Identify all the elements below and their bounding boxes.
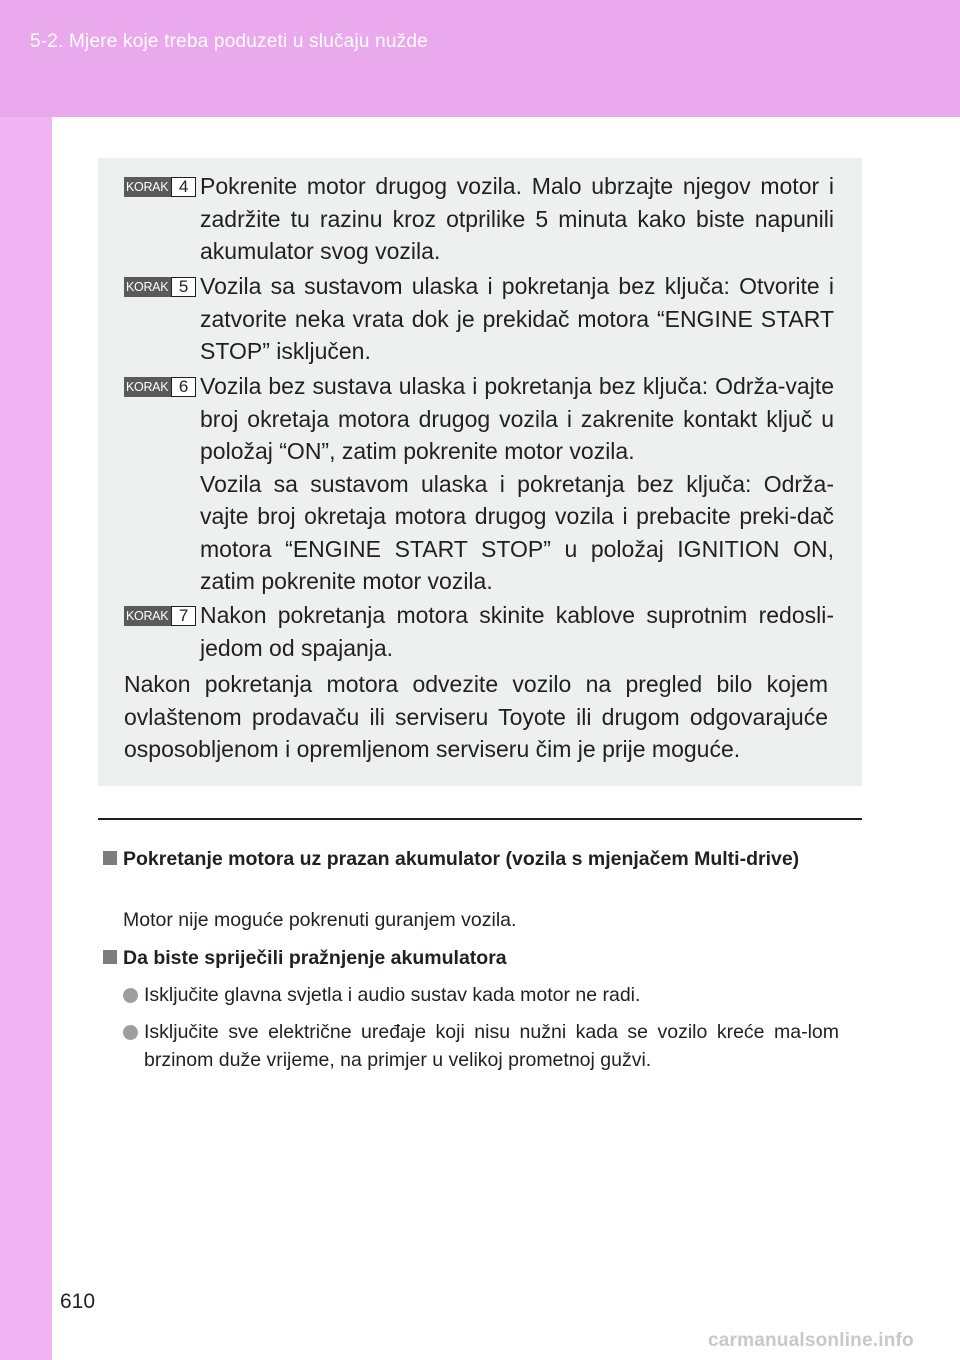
- square-bullet-icon: [103, 950, 117, 964]
- section-heading: [103, 944, 855, 972]
- divider: [98, 818, 862, 820]
- section-heading-text: Pokretanje motora uz prazan akumulator (vozila s mjenjačem Multi-drive): [123, 848, 800, 870]
- circle-bullet-icon: [123, 988, 138, 1003]
- list-item: [123, 981, 839, 1009]
- step-number: 4: [171, 177, 196, 197]
- side-band: [0, 117, 52, 1360]
- step-number: 6: [171, 377, 196, 397]
- circle-bullet-icon: [123, 1025, 138, 1040]
- list-item-text: Isključite sve električne uređaje koji nisu nužni kada se vozilo kreće ma-lom brzinom duže vrijeme, na primjer u velikoj prometnoj gužvi.: [144, 1021, 839, 1071]
- list-item: [123, 1018, 839, 1074]
- step-6: [124, 370, 834, 598]
- step-badge: [124, 606, 196, 626]
- watermark: carmanualsonline.info: [708, 1330, 914, 1351]
- step-label: KORAK: [124, 606, 171, 626]
- step-7: [124, 599, 834, 664]
- step-label: KORAK: [124, 177, 171, 197]
- section-title: 5-2. Mjere koje treba poduzeti u slučaju nužde: [30, 31, 428, 52]
- list-item-text: Isključite glavna svjetla i audio sustav kada motor ne radi.: [144, 984, 641, 1006]
- square-bullet-icon: [103, 851, 117, 865]
- step-text: Nakon pokretanja motora skinite kablove suprotnim redosli-jedom od spajanja.: [200, 602, 834, 661]
- step-label: KORAK: [124, 377, 171, 397]
- step-4: [124, 170, 834, 268]
- step-5: [124, 270, 834, 368]
- step-badge: [124, 177, 196, 197]
- step-number: 5: [171, 277, 196, 297]
- step-label: KORAK: [124, 277, 171, 297]
- section-heading-text: Da biste spriječili pražnjenje akumulatora: [123, 947, 507, 969]
- step-text: Pokrenite motor drugog vozila. Malo ubrzajte njegov motor i zadržite tu razinu kroz otprilike 5 minuta kako biste napunili akumulator svog vozila.: [200, 173, 834, 264]
- step-number: 7: [171, 606, 196, 626]
- section-text: Motor nije moguće pokrenuti guranjem vozila.: [123, 909, 517, 931]
- box-note: Nakon pokretanja motora odvezite vozilo na pregled bilo kojem ovlaštenom prodavaču ili serviseru Toyote ili drugom odgovarajuće osposobljenom i opremljenom serviseru čim je prije moguće.: [124, 671, 828, 762]
- header-band: [0, 0, 960, 117]
- section-heading: [103, 845, 855, 873]
- page-number: 610: [60, 1290, 96, 1313]
- step-text: Vozila sa sustavom ulaska i pokretanja bez ključa: Održa-vajte broj okretaja motora drugog vozila i prebacite preki-dač motora “ENGINE START STOP” u položaj IGNITION ON, zatim pokrenite motor vozila.: [200, 470, 834, 594]
- step-text: Vozila sa sustavom ulaska i pokretanja bez ključa: Otvorite i zatvorite neka vrata dok je prekidač motora “ENGINE START STOP” isključen.: [200, 273, 834, 364]
- step-text: Vozila bez sustava ulaska i pokretanja bez ključa: Održa-vajte broj okretaja motora drugog vozila i zakrenite kontakt ključ u položaj “ON”, zatim pokrenite motor vozila.: [200, 373, 834, 464]
- step-badge: [124, 277, 196, 297]
- step-badge: [124, 377, 196, 397]
- step-box: [98, 158, 862, 786]
